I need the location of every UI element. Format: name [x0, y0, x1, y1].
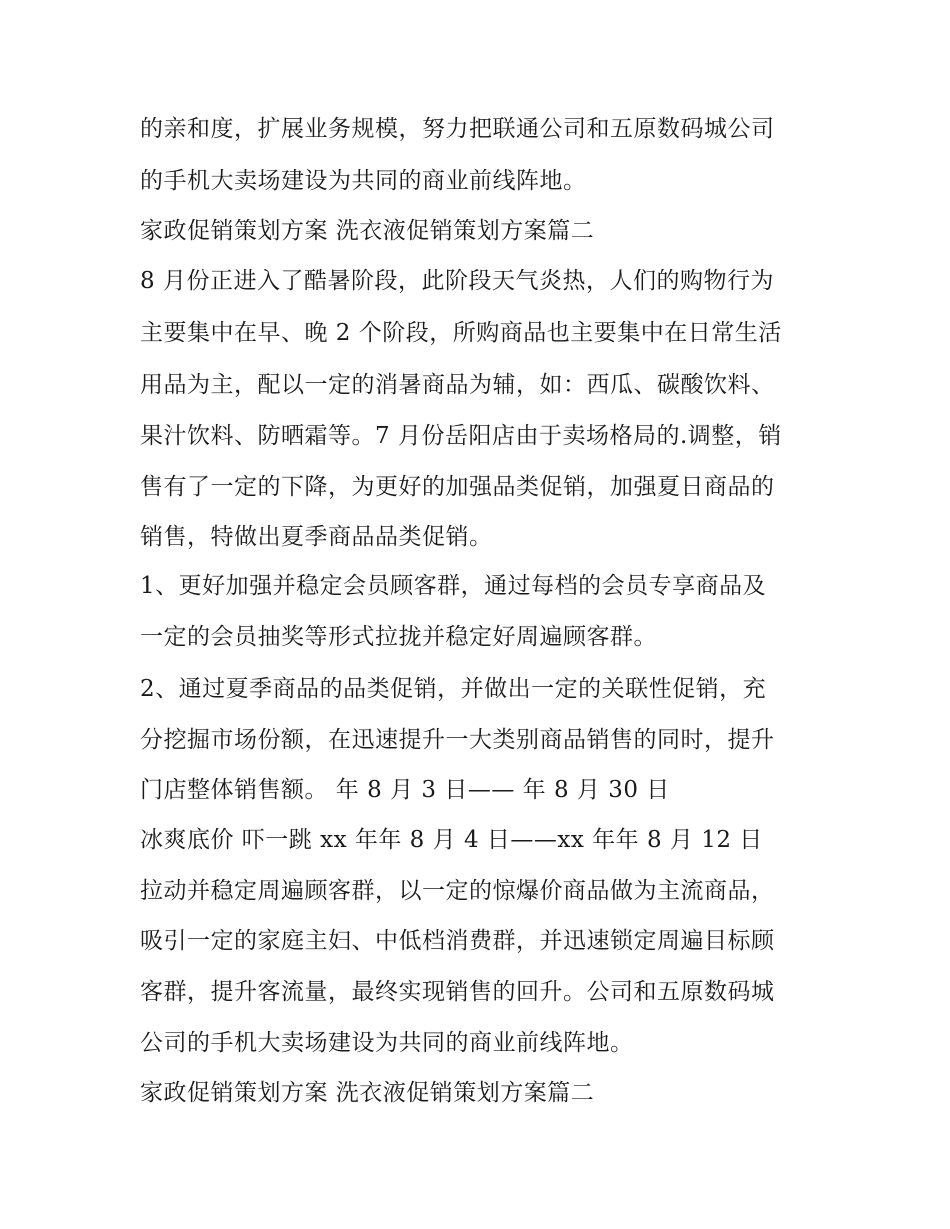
text-line: 的手机大卖场建设为共同的商业前线阵地。	[140, 168, 587, 194]
text-line: 主要集中在早、晚 2 个阶段，所购商品也主要集中在日常生活	[140, 320, 782, 346]
text-line: 吸引一定的家庭主妇、中低档消费群，并迅速锁定周遍目标顾	[140, 928, 775, 954]
text-line: 冰爽底价 吓一跳 xx 年年 8 月 4 日——xx 年年 8 月 12 日	[140, 827, 763, 853]
section-heading: 家政促销策划方案 洗衣液促销策划方案篇二	[140, 218, 595, 244]
text-line: 销售，特做出夏季商品品类促销。	[140, 524, 493, 550]
list-item-2: 2、通过夏季商品的品类促销，并做出一定的关联性促销，充	[140, 676, 767, 702]
text-line: 8 月份正进入了酷暑阶段，此阶段天气炎热，人们的购物行为	[140, 268, 774, 294]
text-line: 用品为主，配以一定的消暑商品为辅，如：西瓜、碳酸饮料、	[140, 372, 775, 398]
text-line: 分挖掘市场份额，在迅速提升一大类别商品销售的同时，提升	[140, 727, 775, 753]
text-line: 客群，提升客流量，最终实现销售的回升。公司和五原数码城	[140, 979, 775, 1005]
list-item-1: 1、更好加强并稳定会员顾客群，通过每档的会员专享商品及	[140, 573, 767, 599]
text-line: 果汁饮料、防晒霜等。7 月份岳阳店由于卖场格局的.调整，销	[140, 423, 782, 449]
text-line: 售有了一定的下降，为更好的加强品类促销，加强夏日商品的	[140, 474, 775, 500]
text-line: 的亲和度，扩展业务规模，努力把联通公司和五原数码城公司	[140, 116, 775, 142]
text-line: 拉动并稳定周遍顾客群，以一定的惊爆价商品做为主流商品，	[140, 878, 775, 904]
section-heading: 家政促销策划方案 洗衣液促销策划方案篇二	[140, 1080, 595, 1106]
text-line: 公司的手机大卖场建设为共同的商业前线阵地。	[140, 1030, 634, 1056]
text-line: 一定的会员抽奖等形式拉拢并稳定好周遍顾客群。	[140, 624, 657, 650]
text-line: 门店整体销售额。 年 8 月 3 日—— 年 8 月 30 日	[140, 777, 670, 803]
